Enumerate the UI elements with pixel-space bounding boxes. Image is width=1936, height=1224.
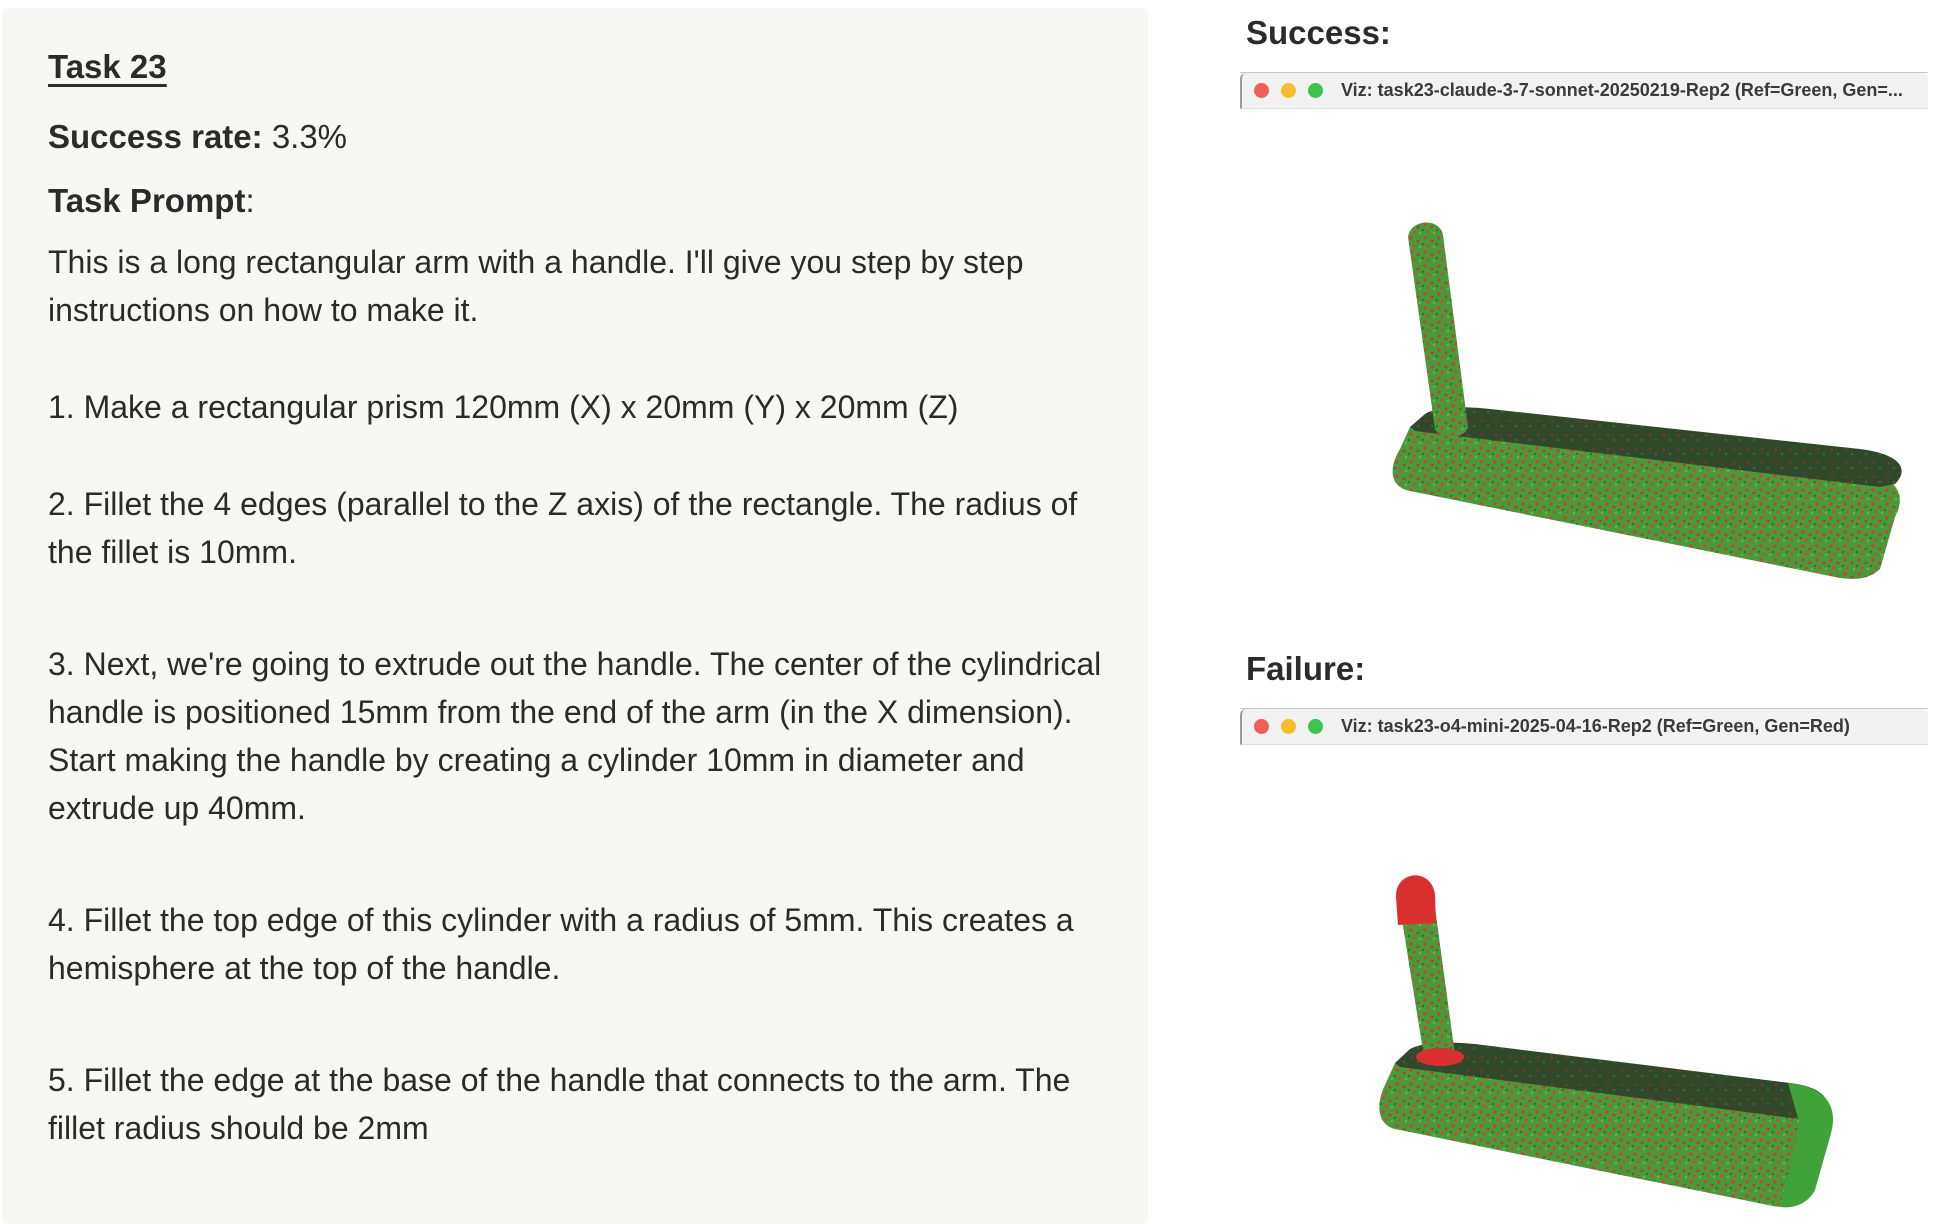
zoom-icon[interactable] [1308,83,1323,98]
task-title[interactable]: Task 23 [48,48,167,85]
close-icon[interactable] [1254,719,1269,734]
failure-handle-cap-red [1396,875,1436,925]
close-icon[interactable] [1254,83,1269,98]
minimize-icon[interactable] [1281,719,1296,734]
failure-base-ring-red [1416,1048,1464,1066]
success-3d-render [1240,109,1928,627]
failure-window-titlebar[interactable] [1240,709,1928,745]
zoom-icon[interactable] [1308,719,1323,734]
prompt-paragraph-intro: This is a long rectangular arm with a handle. I'll give you step by step instructions on how to make it. [48,244,1024,328]
success-handle [1408,222,1468,437]
failure-heading: Failure: [1246,650,1366,687]
prompt-step-2: 2. Fillet the 4 edges (parallel to the Z axis) of the rectangle. The radius of the fillet is 10mm. [48,486,1078,570]
task-prompt-label [48,182,255,220]
failure-3d-render [1240,745,1928,1223]
prompt-step-1: 1. Make a rectangular prism 120mm (X) x 20mm (Y) x 20mm (Z) [48,389,959,425]
success-heading: Success: [1246,14,1391,51]
minimize-icon[interactable] [1281,83,1296,98]
success-rate-label: Success rate: [48,118,263,155]
prompt-step-3: 3. Next, we're going to extrude out the handle. The center of the cylindrical handle is positioned 15mm from the end of the arm (in the X dimension). Start making the handle by creating a cylinder 10mm in diameter and extrude up 40mm. [48,646,1102,826]
success-rate [48,118,347,156]
prompt-step-5: 5. Fillet the edge at the base of the handle that connects to the arm. The fillet radius should be 2mm [48,1062,1071,1146]
task-panel [2,8,1148,1224]
failure-window-title: Viz: task23-o4-mini-2025-04-16-Rep2 (Ref=Green, Gen=Red) [1341,716,1850,736]
success-window-titlebar[interactable] [1240,73,1928,109]
task-prompt-label-text: Task Prompt [48,182,246,219]
success-rate-value: 3.3% [271,118,348,155]
failure-viz-window[interactable] [1240,708,1928,1223]
task-prompt-colon: : [245,182,255,219]
success-viz-window[interactable] [1240,72,1928,627]
prompt-step-4: 4. Fillet the top edge of this cylinder with a radius of 5mm. This creates a hemisphere at the top of the handle. [48,902,1074,986]
success-window-title: Viz: task23-claude-3-7-sonnet-20250219-Rep2 (Ref=Green, Gen=... [1341,80,1903,100]
